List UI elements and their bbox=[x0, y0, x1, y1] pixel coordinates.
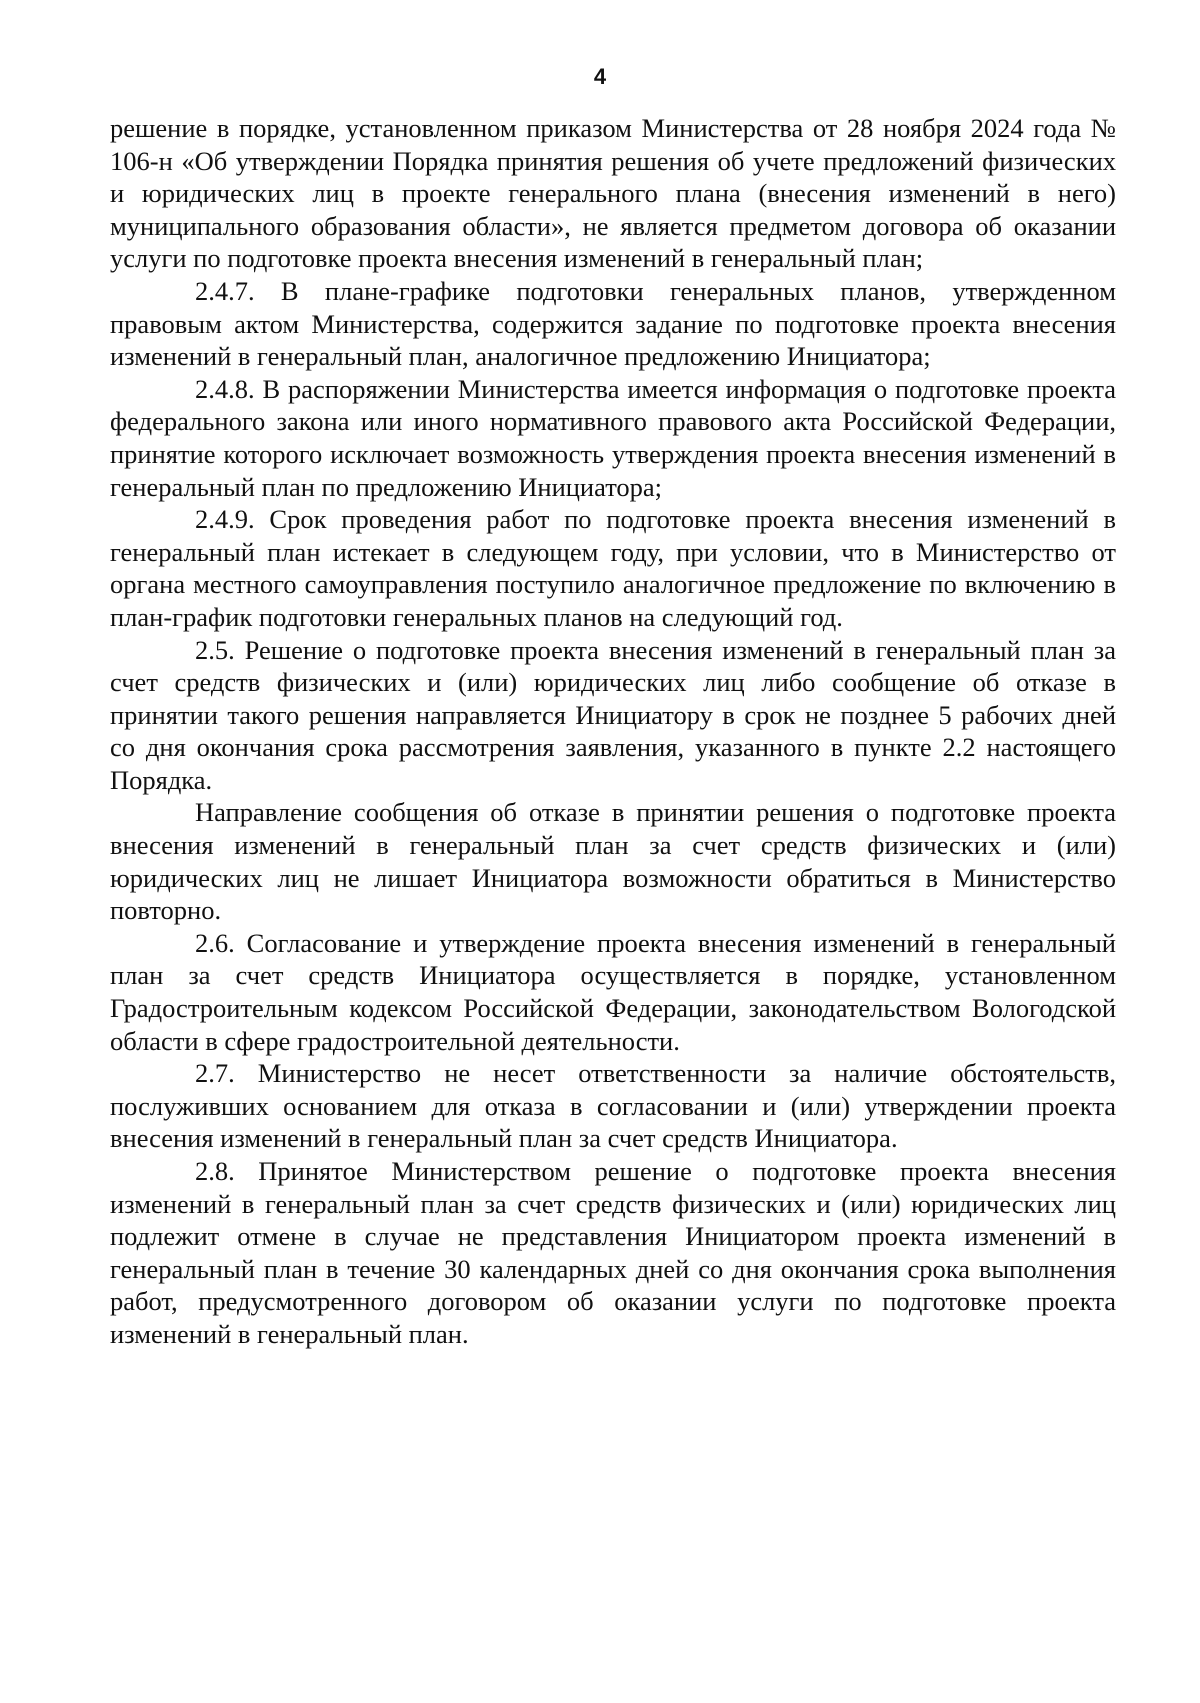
paragraph-2-5: 2.5. Решение о подготовке проекта внесения изменений в генеральный план за счет средств физических и (или) юридических лиц либо сообщение об отказе в принятии такого решения направляется Инициатору в срок не позднее 5 рабочих дней со дня окончания срока рассмотрения заявления, указанного в пункте 2.2 настоящего Порядка. bbox=[110, 634, 1116, 795]
paragraph-2-4-8: 2.4.8. В распоряжении Министерства имеется информация о подготовке проекта федерального закона или иного нормативного правового акта Российской Федерации, принятие которого исключает возможность утверждения проекта внесения изменений в генеральный план по предложению Инициатора; bbox=[110, 373, 1116, 502]
paragraph-2-4-7: 2.4.7. В плане-графике подготовки генеральных планов, утвержденном правовым актом Министерства, содержится задание по подготовке проекта внесения изменений в генеральный план, аналогичное предложению Инициатора; bbox=[110, 275, 1116, 372]
page-number: 4 bbox=[593, 64, 607, 89]
document-body bbox=[110, 112, 1116, 1351]
paragraph-2-7: 2.7. Министерство не несет ответственности за наличие обстоятельств, послуживших основанием для отказа в согласовании и (или) утверждении проекта внесения изменений в генеральный план за счет средств Инициатора. bbox=[110, 1058, 1116, 1154]
paragraph-2-4-9: 2.4.9. Срок проведения работ по подготовке проекта внесения изменений в генеральный план истекает в следующем году, при условии, что в Министерство от органа местного самоуправления поступило аналогичное предложение по включению в план-график подготовки генеральных планов на следующий год. bbox=[110, 504, 1116, 632]
paragraph-2-6: 2.6. Согласование и утверждение проекта внесения изменений в генеральный план за счет средств Инициатора осуществляется в порядке, установленном Градостроительным кодексом Российской Федерации, законодательством Вологодской области в сфере градостроительной деятельности. bbox=[110, 927, 1116, 1056]
paragraph-2-5-refusal: Направление сообщения об отказе в принятии решения о подготовке проекта внесения изменений в генеральный план за счет средств физических и (или) юридических лиц не лишает Инициатора возможности обратиться в Министерство повторно. bbox=[110, 797, 1116, 926]
paragraph-2-8: 2.8. Принятое Министерством решение о подготовке проекта внесения изменений в генеральный план за счет средств физических и (или) юридических лиц подлежит отмене в случае не представления Инициатором проекта изменений в генеральный план в течение 30 календарных дней со дня окончания срока выполнения работ, предусмотренного договором об оказании услуги по подготовке проекта изменений в генеральный план. bbox=[110, 1156, 1116, 1349]
paragraph-continuation: решение в порядке, установленном приказом Министерства от 28 ноября 2024 года № 106-н «Об утверждении Порядка принятия решения об учете предложений физических и юридических лиц в проекте генерального плана (внесения изменений в него) муниципального образования области», не является предметом договора об оказании услуги по подготовке проекта внесения изменений в генеральный план; bbox=[110, 113, 1116, 274]
